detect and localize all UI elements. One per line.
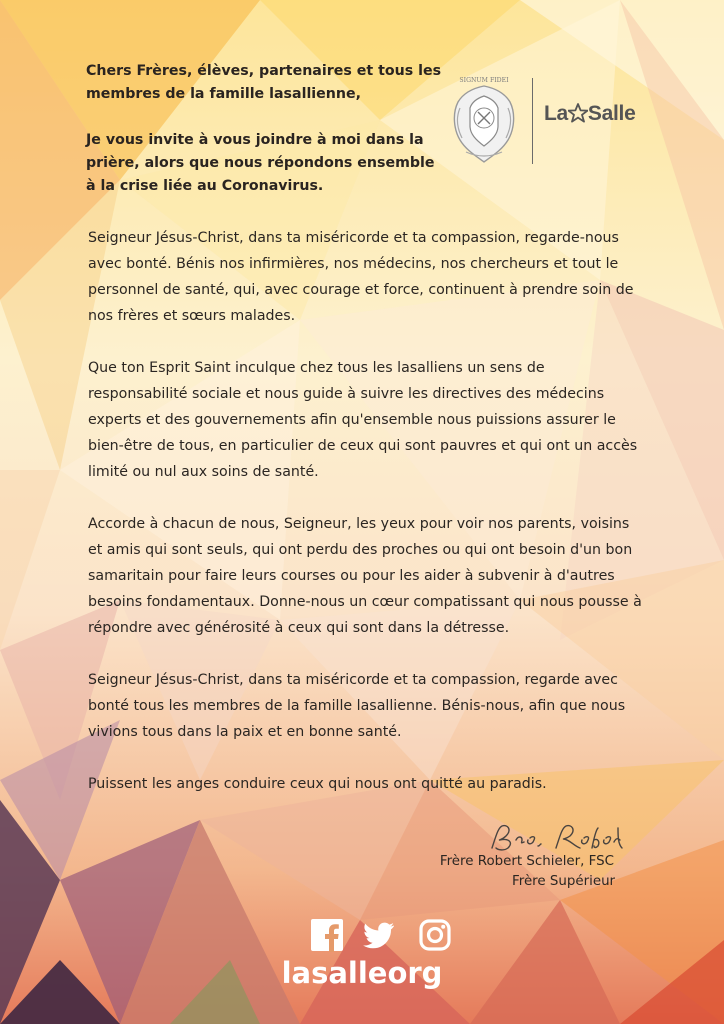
social-icons xyxy=(310,918,460,954)
social-footer xyxy=(0,914,724,1024)
social-handle[interactable]: lasalleorg xyxy=(281,956,443,990)
seal-text: SIGNUM FIDEI xyxy=(459,77,509,84)
salutation: Chers Frères, élèves, partenaires et tous les membres de la famille lasallienne, xyxy=(86,63,442,102)
twitter-icon[interactable] xyxy=(362,918,396,952)
signer-title: Frère Supérieur xyxy=(512,874,616,889)
paragraph: Accorde à chacun de nous, Seigneur, les yeux pour voir nos parents, voisins et amis qui sont seuls, qui ont perdu des proches ou qui ont besoin d'un bon samaritain pour faire leurs courses ou pour les aider à subvenir à d'autres besoins fondamentaux. Donne-nous un cœur compatissant qui nous pousse à répondre avec générosité à ceux qui sont dans la détresse. xyxy=(88,516,642,636)
paragraph: Puissent les anges conduire ceux qui nous ont quitté au paradis. xyxy=(88,776,547,792)
paragraph: Que ton Esprit Saint inculque chez tous les lasalliens un sens de responsabilité sociale et nous guide à suivre les directives des médecins experts et des gouvernements afin qu'ensemble nous puissions assurer le bien-être de tous, en particulier de ceux qui sont pauvres et qui ont un accès limité ou nul aux soins de santé. xyxy=(88,360,638,480)
paragraph: Seigneur Jésus-Christ, dans ta miséricorde et ta compassion, regarde avec bonté tous les membres de la famille lasallienne. Bénis-nous, afin que nous vivions tous dans la paix et en bonne santé. xyxy=(88,672,626,740)
invitation: Je vous invite à vous joindre à moi dans la prière, alors que nous répondons ensemble à la crise liée au Coronavirus. xyxy=(86,132,435,194)
signum-fidei-seal xyxy=(446,68,522,168)
instagram-icon[interactable] xyxy=(418,918,452,952)
lasalle-logo: La Salle xyxy=(544,102,636,125)
letter-intro xyxy=(86,60,446,198)
header-logos xyxy=(446,68,656,178)
logo-divider xyxy=(532,78,533,164)
paragraph: Seigneur Jésus-Christ, dans ta miséricorde et ta compassion, regarde-nous avec bonté. Bénis nos infirmières, nos médecins, nos chercheurs et tout le personnel de santé, qui, avec courage et force, continuent à prendre soin de nos frères et sœurs malades. xyxy=(88,230,634,324)
signer-name: Frère Robert Schieler, FSC xyxy=(439,854,614,869)
facebook-icon[interactable] xyxy=(310,918,344,952)
star-icon xyxy=(568,103,588,123)
letter-body xyxy=(88,225,648,823)
